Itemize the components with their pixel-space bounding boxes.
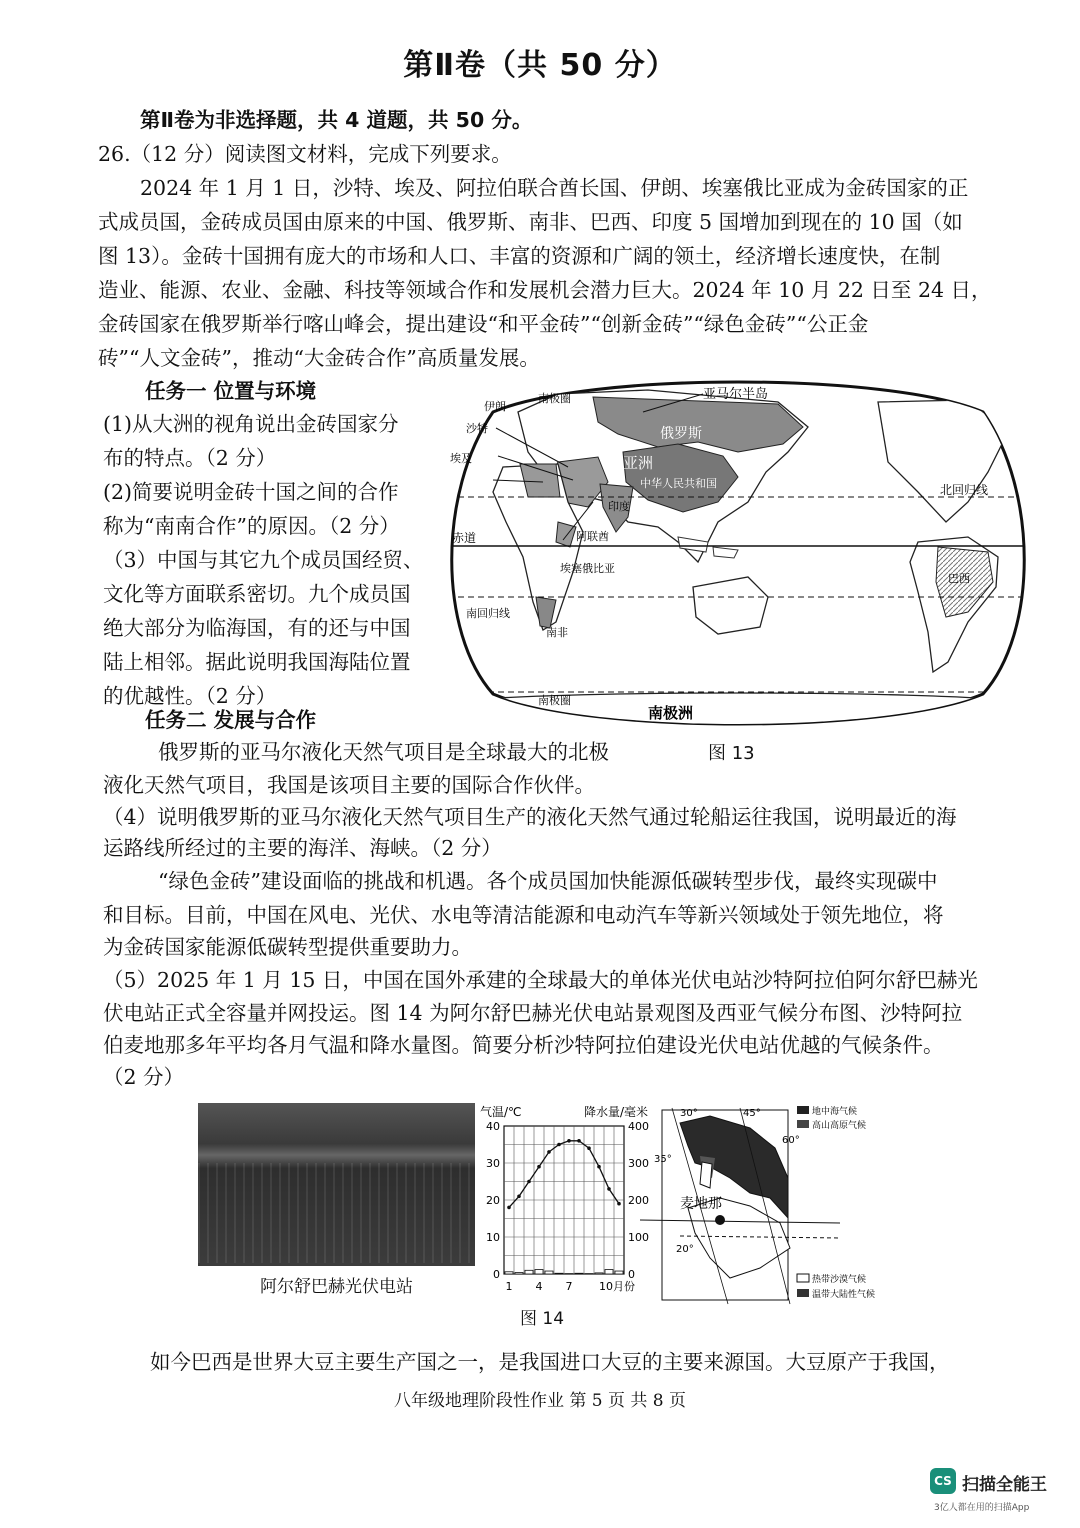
material-line: 图 13）。金砖十国拥有庞大的市场和人口、丰富的资源和广阔的领土，经济增长速度快，在制 <box>98 244 941 268</box>
chart-y-left-label: 气温/℃ <box>480 1105 522 1119</box>
section-intro: 第Ⅱ卷为非选择题，共 4 道题，共 50 分。 <box>140 108 533 132</box>
material-3-line: 为金砖国家能源低碳转型提供重要助力。 <box>103 935 472 959</box>
material-line: 式成员国，金砖成员国由原来的中国、俄罗斯、南非、巴西、印度 5 国增加到现在的 10 国（如 <box>98 210 963 234</box>
chart-right-tick: 0 <box>628 1268 635 1281</box>
chart-right-tick: 300 <box>628 1157 649 1170</box>
precip-bar <box>545 1271 553 1274</box>
cs-logo: CS <box>930 1468 956 1494</box>
temp-point <box>547 1150 551 1154</box>
map-label-saudi: 沙特 <box>466 422 488 435</box>
page-title: 第Ⅱ卷（共 50 分） <box>403 48 677 83</box>
legend-swatch-continental <box>797 1289 809 1297</box>
chart-y-right-label: 降水量/毫米 <box>584 1105 649 1119</box>
material-line: 砖”“人文金砖”，推动“大金砖合作”高质量发展。 <box>98 346 540 370</box>
chart-left-tick: 40 <box>486 1120 500 1133</box>
chart-x-ticks <box>506 1280 636 1293</box>
material-paragraph-1 <box>98 171 1003 375</box>
chart-right-tick: 100 <box>628 1231 649 1244</box>
next-material-line: 如今巴西是世界大豆主要生产国之一，是我国进口大豆的主要来源国。大豆原产于我国， <box>150 1350 950 1374</box>
material-line: 金砖国家在俄罗斯举行喀山峰会，提出建设“和平金砖”“创新金砖”“绿色金砖”“公正金 <box>98 312 869 336</box>
map-label-india: 印度 <box>608 500 630 513</box>
question-2-line: 称为“南南合作”的原因。（2 分） <box>103 514 400 538</box>
task-1-heading: 任务一 位置与环境 <box>145 379 317 403</box>
figure-14-caption: 图 14 <box>520 1309 565 1329</box>
material-3-line: “绿色金砖”建设面临的挑战和机遇。各个成员国加快能源低碳转型步伐，最终实现碳中 <box>158 869 938 893</box>
legend-swatch-mediterranean <box>797 1106 809 1114</box>
chart-x-tick: 10月份 <box>599 1280 635 1293</box>
chart-left-tick: 30 <box>486 1157 500 1170</box>
map-label-tropic-south: 南回归线 <box>466 607 510 620</box>
map-label-antarctica: 南极洲 <box>648 704 694 722</box>
solar-station-photo <box>198 1103 475 1266</box>
material-3-line: 和目标。目前，中国在风电、光伏、水电等清洁能源和电动汽车等新兴领域处于领先地位，将 <box>103 903 944 927</box>
figure-13-caption: 图 13 <box>708 743 755 764</box>
precip-bar <box>575 1273 583 1274</box>
scanner-watermark <box>930 1466 1070 1518</box>
map-label-china: 中华人民共和国 <box>640 477 717 490</box>
lat-label: 60° <box>782 1135 800 1146</box>
temp-point <box>507 1206 511 1210</box>
question-4-line: 运路线所经过的主要的海洋、海峡。（2 分） <box>103 836 502 860</box>
map-label-ethiopia: 埃塞俄比亚 <box>560 562 615 575</box>
map-label-russia: 俄罗斯 <box>660 426 702 442</box>
legend-continental: 温带大陆性气候 <box>812 1290 876 1300</box>
material-line: 2024 年 1 月 1 日，沙特、埃及、阿拉伯联合酋长国、伊朗、埃塞俄比亚成为金砖国家的正 <box>140 176 969 200</box>
question-26-heading: 26.（12 分）阅读图文材料，完成下列要求。 <box>98 142 512 166</box>
map-label-south-africa: 南非 <box>546 626 568 639</box>
legend-swatch-highland <box>797 1120 809 1128</box>
map-label-tropic-north: 北回归线 <box>940 483 989 497</box>
question-3-line: 绝大部分为临海国，有的还与中国 <box>103 616 411 640</box>
precip-bar <box>515 1273 523 1274</box>
question-1-line: 布的特点。（2 分） <box>103 446 277 470</box>
lat-label: 30° <box>680 1108 698 1119</box>
task-2-heading: 任务二 发展与合作 <box>145 708 317 732</box>
page-footer: 八年级地理阶段性作业 第 5 页 共 8 页 <box>393 1391 687 1411</box>
chart-x-tick: 4 <box>535 1280 543 1293</box>
temp-point <box>607 1187 611 1191</box>
watermark-brand: 扫描全能王 <box>962 1475 1047 1495</box>
map-label-equator: 赤道 <box>452 531 477 545</box>
precip-bar <box>555 1273 563 1274</box>
precip-bar <box>535 1270 543 1274</box>
photo-caption: 阿尔舒巴赫光伏电站 <box>260 1277 413 1297</box>
chart-left-tick: 10 <box>486 1231 500 1244</box>
question-3-line: （3）中国与其它九个成员国经贸、 <box>103 548 424 572</box>
map-label-brazil: 巴西 <box>948 572 970 585</box>
map-label-antarctic-circle: 南极圈 <box>538 694 571 707</box>
material-2-line: 俄罗斯的亚马尔液化天然气项目是全球最大的北极 <box>158 740 609 764</box>
question-5-line: （5）2025 年 1 月 15 日，中国在国外承建的全球最大的单体光伏电站沙特阿拉伯阿尔舒巴赫光 <box>103 968 978 992</box>
temp-point <box>587 1146 591 1150</box>
question-5-line: 伯麦地那多年平均各月气温和降水量图。简要分析沙特阿拉伯建设光伏电站优越的气候条件。 <box>103 1033 944 1057</box>
chart-right-tick: 200 <box>628 1194 649 1207</box>
question-4-line: （4）说明俄罗斯的亚马尔液化天然气项目生产的液化天然气通过轮船运往我国，说明最近的海 <box>103 805 957 829</box>
precip-bar <box>605 1270 613 1274</box>
lat-label: 45° <box>743 1108 761 1119</box>
material-line: 造业、能源、农业、金融、科技等领域合作和发展机会潜力巨大。2024 年 10 月 22 日至 24 日， <box>98 278 992 302</box>
map-label-uae: 阿联酋 <box>576 530 609 543</box>
question-3-line: 陆上相邻。据此说明我国海陆位置 <box>103 650 411 674</box>
city-label-medina: 麦地那 <box>680 1196 722 1212</box>
brics-world-map <box>448 372 1028 734</box>
watermark-tagline: 3亿人都在用的扫描App <box>934 1503 1030 1513</box>
precip-bar <box>525 1270 533 1274</box>
map-label-antarctic-top: 南极圈 <box>538 392 571 405</box>
chart-x-tick: 7 <box>565 1280 573 1293</box>
question-2-line: (2)简要说明金砖十国之间的合作 <box>103 480 399 504</box>
precip-bar <box>505 1272 513 1274</box>
map-label-yamal: 亚马尔半岛 <box>703 387 769 402</box>
chart-x-tick: 1 <box>505 1280 513 1293</box>
question-3-line: 文化等方面联系密切。九个成员国 <box>103 582 411 606</box>
chart-left-tick: 20 <box>486 1194 500 1207</box>
question-5-line: （2 分） <box>103 1065 185 1089</box>
lat-label: 35° <box>654 1154 672 1165</box>
question-5-line: 伏电站正式全容量并网投运。图 14 为阿尔舒巴赫光伏电站景观图及西亚气候分布图、沙特阿拉 <box>103 1001 963 1025</box>
legend-mediterranean: 地中海气候 <box>812 1107 858 1117</box>
chart-plot-area <box>504 1126 624 1274</box>
medina-dot <box>715 1215 725 1225</box>
temp-point <box>577 1139 581 1143</box>
west-asia-climate-map <box>640 1098 902 1308</box>
material-2-line: 液化天然气项目，我国是该项目主要的国际合作伙伴。 <box>103 773 595 797</box>
lat-label: 20° <box>676 1244 694 1255</box>
legend-swatch-desert <box>797 1274 809 1282</box>
chart-right-tick: 400 <box>628 1120 649 1133</box>
precip-bar <box>615 1271 623 1274</box>
questions-1-3 <box>103 407 443 713</box>
temp-point <box>567 1139 571 1143</box>
temp-point <box>527 1180 531 1184</box>
temp-point <box>617 1202 621 1206</box>
map-label-asia: 亚洲 <box>623 454 654 472</box>
legend-desert: 热带沙漠气候 <box>812 1275 867 1285</box>
chart-left-ticks <box>486 1120 500 1281</box>
temp-point <box>597 1165 601 1169</box>
climate-chart <box>472 1098 662 1308</box>
chart-left-tick: 0 <box>493 1268 500 1281</box>
temp-point <box>517 1195 521 1199</box>
question-3-line: 的优越性。（2 分） <box>103 684 277 708</box>
temp-point <box>537 1165 541 1169</box>
map-label-egypt: 埃及 <box>450 452 472 465</box>
legend-highland: 高山高原气候 <box>812 1121 867 1131</box>
precip-bar <box>595 1273 603 1274</box>
temp-point <box>557 1143 561 1147</box>
question-1-line: (1)从大洲的视角说出金砖国家分 <box>103 412 399 436</box>
map-label-iran: 伊朗 <box>484 400 506 413</box>
